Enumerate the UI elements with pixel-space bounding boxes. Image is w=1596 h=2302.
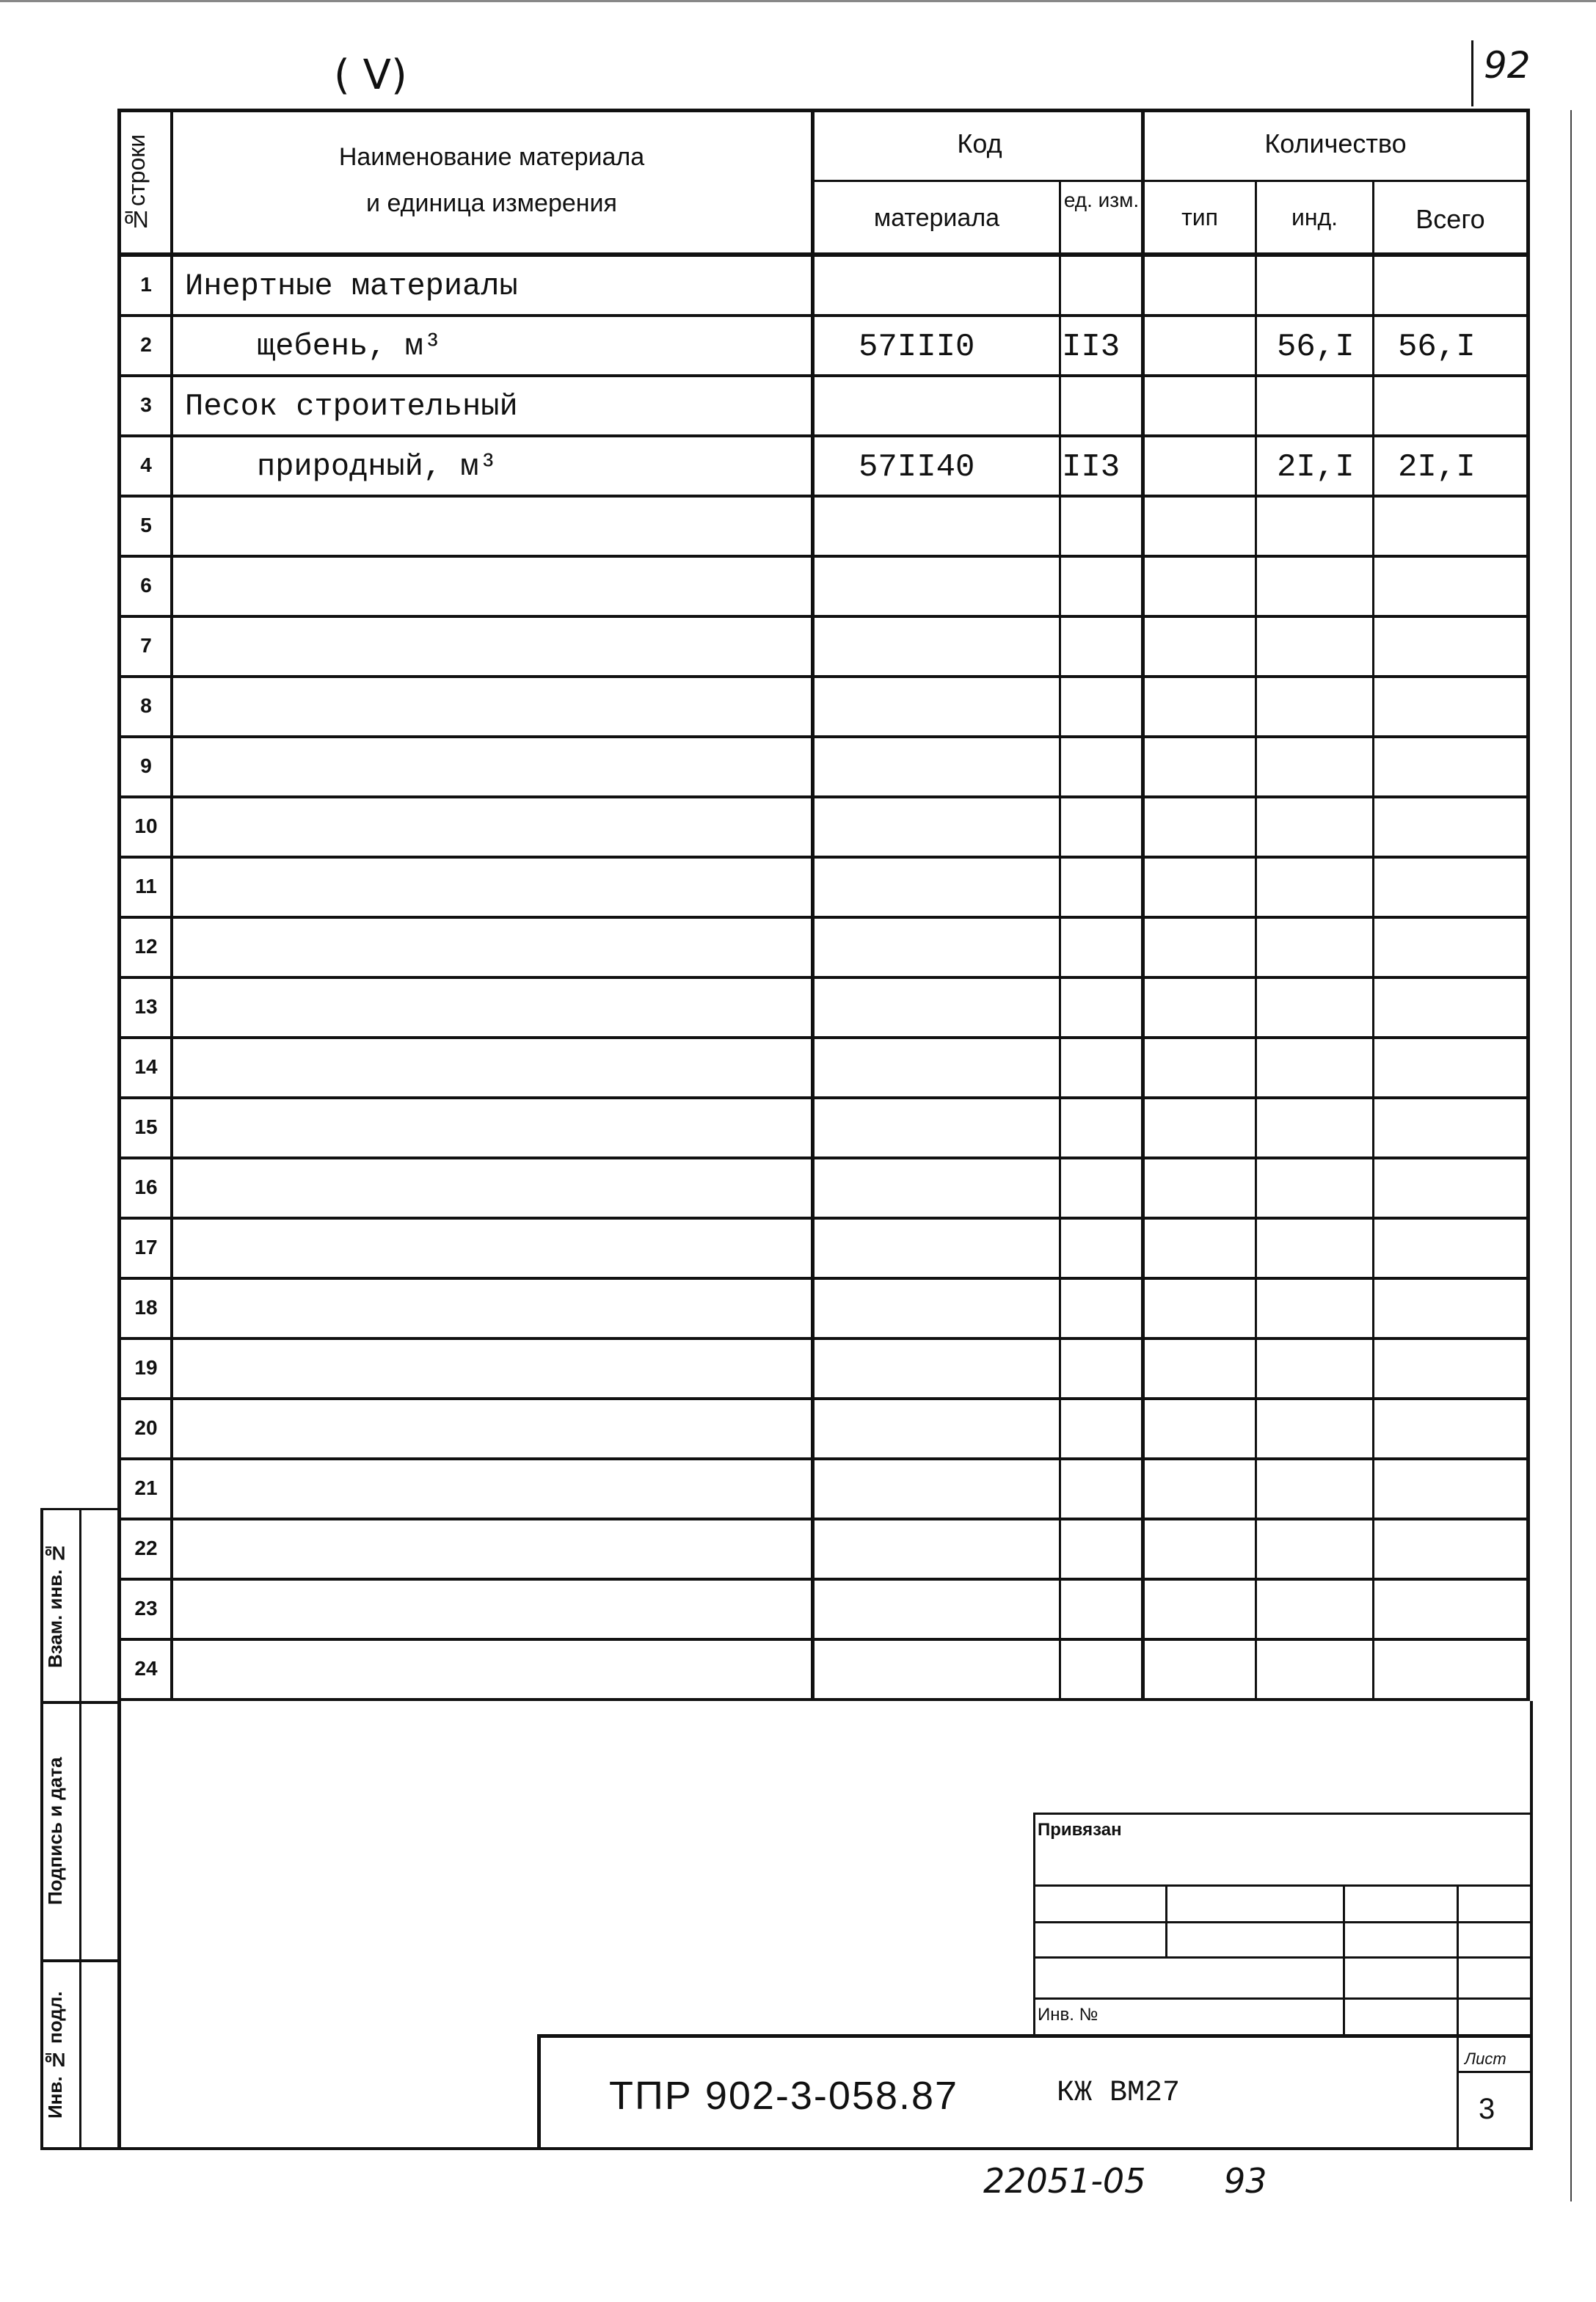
- frame-bottom: [117, 2147, 1533, 2150]
- row-divider: [117, 1217, 1530, 1220]
- qty-total: 2I,I: [1398, 449, 1476, 486]
- page-number-box-border: [1471, 40, 1473, 106]
- row-number: 20: [134, 1416, 158, 1439]
- row-number: 18: [134, 1296, 158, 1319]
- row-number: 11: [135, 875, 157, 897]
- ind-column-border: [1372, 180, 1374, 1701]
- row-number: 24: [134, 1657, 158, 1680]
- row-divider: [117, 434, 1530, 437]
- privyazan-col3: [1457, 1884, 1459, 2147]
- inv-no-label: Инв. №: [1038, 2005, 1098, 2025]
- row-divider: [117, 1096, 1530, 1099]
- qty-total: 56,I: [1398, 329, 1476, 365]
- row-divider: [117, 735, 1530, 738]
- material-name: Песок строительный: [185, 389, 518, 424]
- section-mark: ( V): [334, 51, 407, 99]
- row-divider: [117, 1397, 1530, 1400]
- row-divider: [117, 976, 1530, 979]
- material-name: Инертные материалы: [185, 269, 518, 304]
- privyazan-col1: [1165, 1884, 1167, 1958]
- row-number: 9: [140, 754, 152, 777]
- side-stamp-div2: [40, 1959, 121, 1962]
- row-number: 23: [134, 1597, 158, 1620]
- row-divider: [117, 1698, 1530, 1701]
- doc-code: ТПР 902-3-058.87: [609, 2074, 959, 2118]
- doccode-left: [537, 2034, 541, 2150]
- header-code: Код: [957, 128, 1002, 159]
- header-code-unit: ед. изм.: [1063, 189, 1140, 211]
- row-number: 12: [134, 935, 158, 958]
- side-stamp-outer: [40, 1508, 43, 2150]
- list-divider: [1459, 2071, 1532, 2073]
- header-name-line2: и единица измерения: [366, 189, 617, 217]
- row-divider: [117, 1578, 1530, 1581]
- header-code-material: материала: [873, 204, 1000, 232]
- row-number: 1: [140, 273, 152, 296]
- row-number: 8: [140, 694, 152, 717]
- row-number: 7: [140, 634, 152, 657]
- frame-right-lower: [1530, 1701, 1533, 2150]
- row-divider: [117, 795, 1530, 798]
- row-number: 2: [140, 333, 152, 356]
- code-column-border: [1059, 180, 1061, 1701]
- side-stamp-inner: [79, 1508, 81, 2150]
- frame-left-lower: [117, 1701, 121, 2150]
- row-number: 10: [134, 815, 158, 837]
- list-value: 3: [1479, 2093, 1495, 2125]
- row-divider: [117, 555, 1530, 558]
- side-stamp-div1: [40, 1701, 121, 1704]
- row-divider: [117, 495, 1530, 498]
- qty-ind: 2I,I: [1277, 449, 1355, 486]
- row-divider: [117, 856, 1530, 859]
- row-divider: [117, 1638, 1530, 1641]
- doccode-top: [537, 2034, 1532, 2038]
- header-quantity: Количество: [1264, 128, 1407, 159]
- row-divider: [117, 675, 1530, 678]
- unit-code: II3: [1062, 329, 1121, 365]
- row-number: 5: [140, 514, 152, 536]
- page-right-edge: [1570, 110, 1572, 2201]
- header-qty-type: тип: [1181, 204, 1218, 230]
- footer-number: 93: [1224, 2161, 1267, 2201]
- row-divider: [117, 1518, 1530, 1520]
- row-divider: [117, 615, 1530, 618]
- row-divider: [117, 1337, 1530, 1340]
- header-bottom-border: [117, 252, 1530, 257]
- row-divider: [117, 1457, 1530, 1460]
- privyazan-top: [1033, 1813, 1532, 1815]
- doc-suffix: КЖ ВМ27: [1057, 2077, 1181, 2110]
- table-right-border: [1526, 109, 1530, 1701]
- row-number: 3: [140, 393, 152, 416]
- row-number: 15: [134, 1115, 158, 1138]
- header-qty-ind: инд.: [1291, 204, 1338, 230]
- row-number: 16: [134, 1176, 158, 1198]
- type-column-border: [1255, 180, 1257, 1701]
- name-column-border: [811, 109, 815, 1701]
- row-number: 13: [134, 995, 158, 1018]
- qty-ind: 56,I: [1277, 329, 1355, 365]
- material-name: щебень, м³: [257, 329, 442, 364]
- table-top-border: [117, 109, 1530, 112]
- header-subdivider: [811, 180, 1530, 182]
- privyazan-label: Привязан: [1038, 1820, 1122, 1840]
- row-number: 19: [134, 1356, 158, 1379]
- page-number: 92: [1484, 44, 1531, 87]
- side-label-inv-podl: Инв. № подл.: [44, 1991, 66, 2119]
- row-divider: [117, 1036, 1530, 1039]
- row-divider: [117, 1277, 1530, 1280]
- header-row-no: №строки: [123, 134, 150, 233]
- header-qty-total: Всего: [1415, 204, 1485, 234]
- unit-column-border: [1141, 109, 1145, 1701]
- row-divider: [117, 916, 1530, 919]
- side-stamp-bottom: [40, 2147, 121, 2150]
- row-number: 21: [134, 1476, 158, 1499]
- header-name-line1: Наименование материала: [338, 143, 645, 171]
- row-divider: [117, 374, 1530, 377]
- material-code: 57III0: [859, 329, 975, 365]
- row-number: 17: [134, 1236, 158, 1259]
- row-number: 22: [134, 1537, 158, 1559]
- material-name: природный, м³: [257, 449, 498, 484]
- row-number: 4: [140, 454, 152, 476]
- privyazan-left: [1033, 1813, 1035, 2037]
- row-divider: [117, 314, 1530, 317]
- list-label: Лист: [1465, 2050, 1506, 2068]
- side-label-vzam: Взам. инв. №: [44, 1542, 66, 1669]
- unit-code: II3: [1062, 449, 1121, 486]
- row-number: 14: [134, 1055, 158, 1078]
- top-edge: [0, 0, 1596, 2]
- side-label-podpis: Подпись и дата: [44, 1757, 66, 1905]
- row-divider: [117, 1157, 1530, 1159]
- material-code: 57II40: [859, 449, 975, 486]
- footer-handwritten: 22051-05: [983, 2161, 1146, 2201]
- row-number: 6: [140, 574, 152, 597]
- privyazan-col2: [1343, 1884, 1345, 2037]
